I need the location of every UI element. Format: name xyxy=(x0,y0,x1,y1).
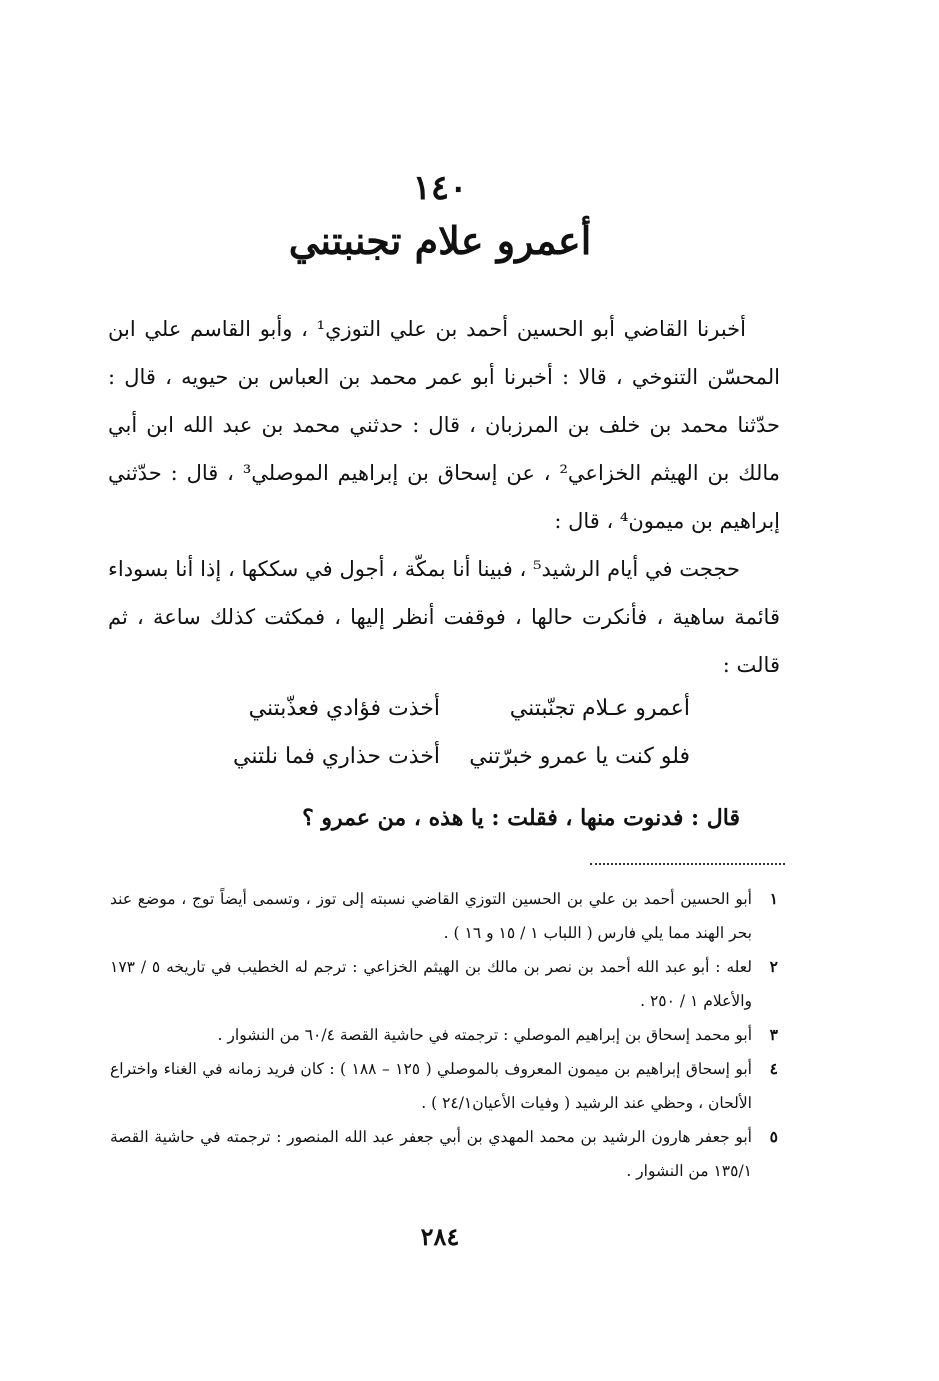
footnote xyxy=(110,1052,778,1120)
story-number: ١٤٠ xyxy=(412,168,468,208)
footnote-text: أبو جعفر هارون الرشيد بن محمد المهدي بن أبي جعفر عبد الله المنصور : ترجمته في حاشية القصة ١٣٥/١ من النشوار . xyxy=(110,1128,752,1180)
body-text xyxy=(108,305,780,689)
footnote-text: أبو الحسين أحمد بن علي بن الحسين التوزي القاضي نسبته إلى توز ، وتسمى أيضاً توج ، موضع عند بحر الهند مما يلي فارس ( اللباب ١ / ١٥ و ١٦ ) . xyxy=(110,890,752,942)
footnotes xyxy=(110,882,778,1188)
narrative-paragraph: حججت في أيام الرشيد⁵ ، فبينا أنا بمكّة ، أجول في سككها ، إذا أنا بسوداء قائمة ساهية ، فأنكرت حالها ، فوقفت أنظر إليها ، فمكثت كذلك ساعة ، ثم قالت : xyxy=(108,557,780,677)
footnote-text: أبو إسحاق إبراهيم بن ميمون المعروف بالموصلي ( ١٢٥ – ١٨٨ ) : كان فريد زمانه في الغناء واختراع الألحان ، وحظي عند الرشيد ( وفيات الأعيان٢٤/١ ) . xyxy=(110,1060,752,1112)
page-number: ٢٨٤ xyxy=(420,1222,460,1251)
footnote-number: ١ xyxy=(769,889,778,908)
verse-first-hemistich: أعمرو عـلام تجنّبتني xyxy=(509,696,690,721)
footnote-number: ٣ xyxy=(769,1025,778,1044)
poem-verse xyxy=(200,685,690,733)
footnote-text: أبو محمد إسحاق بن إبراهيم الموصلي : ترجمته في حاشية القصة ٦٠/٤ من النشوار . xyxy=(217,1026,752,1044)
footnote xyxy=(110,882,778,950)
isnad-paragraph: أخبرنا القاضي أبو الحسين أحمد بن علي التوزي¹ ، وأبو القاسم علي ابن المحسّن التنوخي ، قالا : أخبرنا أبو عمر محمد بن العباس بن حيويه ، قال : حدّثنا محمد بن خلف بن المرزبان ، قال : حدثني محمد بن عبد الله ابن أبي مالك بن الهيثم الخزاعي² ، عن إسحاق بن إبراهيم الموصلي³ ، قال : حدّثني إبراهيم بن ميمون⁴ ، قال : xyxy=(108,317,780,533)
verse-second-hemistich: أخذت فؤادي فعذّبتني xyxy=(248,696,440,721)
verse-first-hemistich: فلو كنت يا عمرو خبرّتني xyxy=(469,744,690,769)
poem-verse xyxy=(200,733,690,781)
footnote-number: ٢ xyxy=(769,957,778,976)
footnote-number: ٥ xyxy=(769,1127,778,1146)
footnote xyxy=(110,1120,778,1188)
footnote-divider xyxy=(590,863,785,865)
closing-line: قال : فدنوت منها ، فقلت : يا هذه ، من عمرو ؟ xyxy=(302,805,740,831)
footnote-number: ٤ xyxy=(769,1059,778,1078)
story-title: أعمرو علام تجنبتني xyxy=(288,218,592,263)
verse-second-hemistich: أخذت حذاري فما نلتني xyxy=(232,744,440,769)
footnote xyxy=(110,950,778,1018)
footnote-text: لعله : أبو عبد الله أحمد بن نصر بن مالك بن الهيثم الخزاعي : ترجم له الخطيب في تاريخه ٥ / ١٧٣ والأعلام ١ / ٢٥٠ . xyxy=(110,958,752,1010)
footnote xyxy=(110,1018,778,1052)
poem xyxy=(200,685,690,781)
